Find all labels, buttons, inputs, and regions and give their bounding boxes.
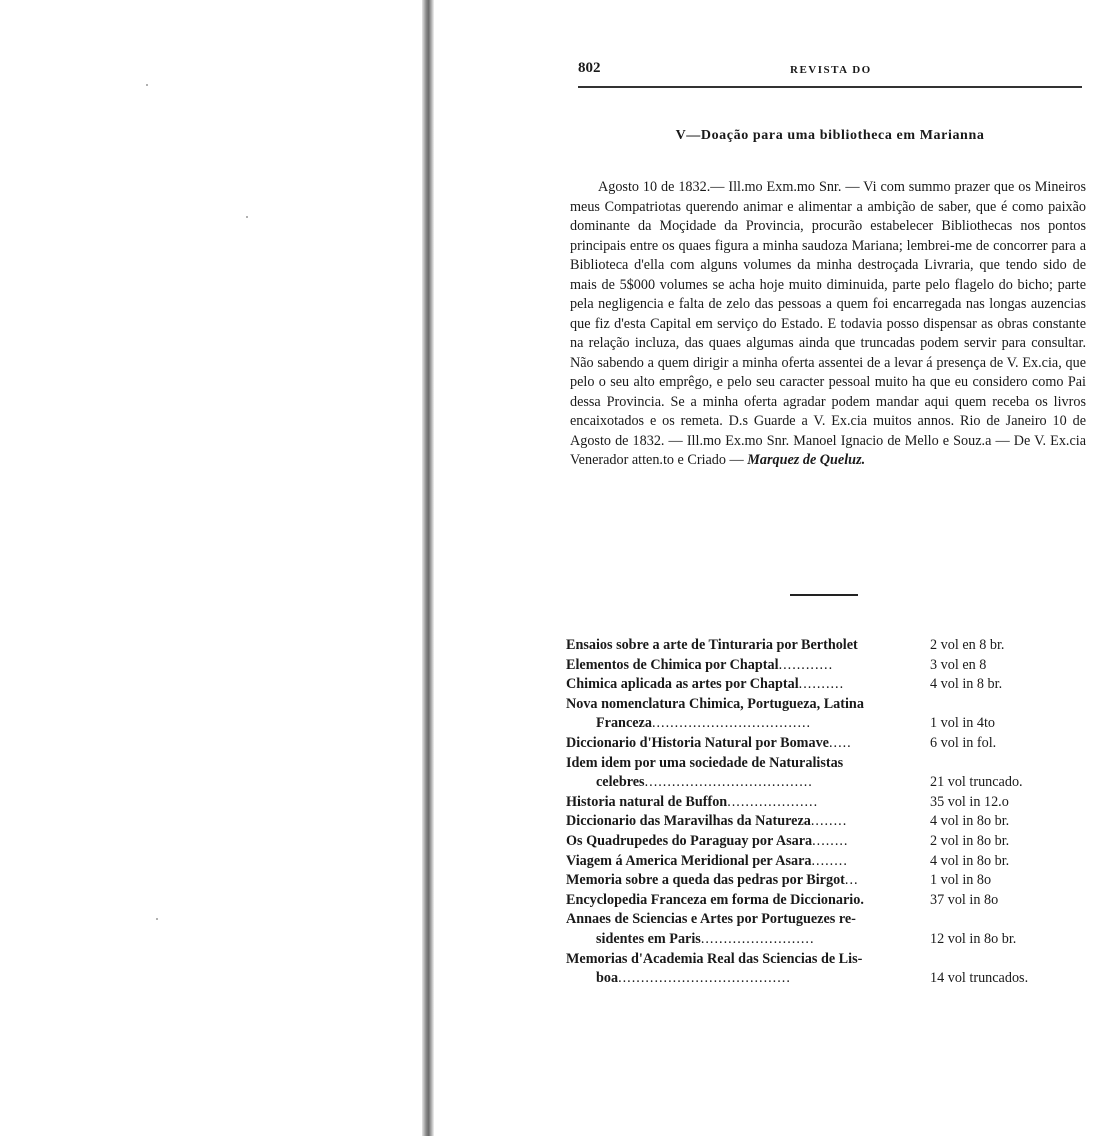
book-entry-line xyxy=(566,950,1066,970)
leader-dots: ................................... xyxy=(651,715,812,732)
book-title: Encyclopedia Franceza em forma de Diccionario. xyxy=(566,891,864,908)
book-list xyxy=(566,636,1066,989)
leader-dots: ..................................... xyxy=(644,774,813,791)
book-title: Ensaios sobre a arte de Tinturaria por Bertholet xyxy=(566,637,858,653)
book-entry-line xyxy=(566,695,1066,715)
book-entry-line xyxy=(566,910,1066,930)
letter-paragraph xyxy=(570,178,1086,471)
section-divider xyxy=(790,594,858,596)
book-title: Diccionario d'Historia Natural por Bomave..... xyxy=(566,734,852,751)
leader-dots: .......... xyxy=(798,676,845,693)
book-title: celebres..................................... xyxy=(596,774,813,791)
book-volumes: 3 vol en 8 xyxy=(930,656,987,673)
book-volumes: 14 vol truncados. xyxy=(930,970,1029,987)
book-volumes: 4 vol in 8 br. xyxy=(930,676,1003,693)
book-title: Nova nomenclatura Chimica, Portugueza, Latina xyxy=(566,695,864,712)
book-entry-line xyxy=(566,754,1066,774)
book-volumes: 2 vol en 8 br. xyxy=(930,637,1005,653)
book-entry-line xyxy=(566,832,1066,852)
leader-dots: ........ xyxy=(811,852,848,869)
leader-dots: ......................... xyxy=(700,930,815,947)
book-title: Diccionario das Maravilhas da Natureza........ xyxy=(566,813,848,830)
signature: Marquez de Queluz. xyxy=(747,452,866,468)
book-title: Memorias d'Academia Real das Sciencias de Lis- xyxy=(566,950,863,967)
book-volumes: 35 vol in 12.o xyxy=(930,793,1009,810)
running-head: REVISTA DO xyxy=(790,64,872,76)
book-title: Historia natural de Buffon.................... xyxy=(566,793,819,810)
book-volumes: 12 vol in 8o br. xyxy=(930,930,1017,947)
page-number: 802 xyxy=(578,60,601,76)
book-volumes: 37 vol in 8o xyxy=(930,891,999,908)
book-entry-line xyxy=(566,852,1066,872)
book-volumes: 1 vol in 4to xyxy=(930,715,996,732)
book-title: Idem idem por uma sociedade de Naturalistas xyxy=(566,754,844,771)
book-title: sidentes em Paris......................... xyxy=(596,930,815,947)
leader-dots: ...................................... xyxy=(618,970,791,987)
book-entry-line xyxy=(566,656,1066,676)
book-entry-line xyxy=(566,734,1066,754)
book-volumes: 6 vol in fol. xyxy=(930,734,997,751)
page-header xyxy=(578,58,1082,88)
leader-dots: ........ xyxy=(810,813,848,830)
book-title: Viagem á America Meridional per Asara........ xyxy=(566,852,848,869)
book-volumes: 4 vol in 8o br. xyxy=(930,813,1010,830)
book-title: Memoria sobre a queda das pedras por Birgot... xyxy=(566,872,859,889)
book-entry-line xyxy=(566,714,1066,734)
book-entry-line xyxy=(566,812,1066,832)
letter-text: Agosto 10 de 1832.— Ill.mo Exm.mo Snr. — Vi com summo prazer que os Mineiros meus Compatriotas querendo animar e alimentar a ambição de saber, que é como paixão dominante da Moçidade da Provincia, procurão estabelecer Bibliothecas nos pontos principais entre os quaes figura a minha saudoza Mariana; lembrei-me de concorrer para a Biblioteca d'ella com alguns volumes da minha destroçada Livraria, que tendo sido de mais de 5$000 volumes se acha hoje muito diminuida, parte pelo flagelo do bicho; parte pela negligencia e falta de zelo das pessoas a quem foi encarregada nas longas auzencias que fiz d'esta Capital em serviço do Estado. E todavia posso dispensar as obras constante na relação incluza, das quaes algumas ainda que truncadas podem servir para consultar. Não sabendo a quem dirigir a minha oferta assentei de a levar á presença de V. Ex.cia, que pelo o seu alto emprêgo, e pelo seu caracter pessoal muito ha que eu considero como Pai dessa Provincia. Se a minha oferta agradar podem mandar aqui quem receba os livros encaixotados e os remeta. D.s Guarde a V. Ex.cia muitos annos. Rio de Janeiro 10 de Agosto de 1832. — Ill.mo Ex.mo Snr. Manoel Ignacio de Mello e Souz.a — De V. Ex.cia Venerador atten.to e Criado — xyxy=(570,179,1086,468)
book-entry-line xyxy=(566,636,1066,656)
book-title: boa...................................... xyxy=(596,970,791,987)
book-entry-line xyxy=(566,871,1066,891)
book-title: Chimica aplicada as artes por Chaptal.......... xyxy=(566,676,845,693)
scan-speck xyxy=(246,216,248,218)
page-gutter xyxy=(422,0,434,1136)
book-title: Os Quadrupedes do Paraguay por Asara........ xyxy=(566,832,849,849)
leader-dots: .................... xyxy=(727,793,819,810)
book-title: Annaes de Sciencias e Artes por Portuguezes re- xyxy=(566,911,856,928)
book-entry-line xyxy=(566,969,1066,989)
leader-dots: ........ xyxy=(812,832,849,849)
section-title: V—Doação para uma bibliotheca em Marianna xyxy=(675,128,985,143)
book-volumes: 21 vol truncado. xyxy=(930,774,1023,791)
book-title: Elementos de Chimica por Chaptal............ xyxy=(566,656,834,673)
scan-speck xyxy=(146,84,148,86)
book-entry-line xyxy=(566,793,1066,813)
leader-dots: ..... xyxy=(828,734,852,751)
book-title: Franceza................................... xyxy=(596,715,812,732)
leader-dots: ... xyxy=(844,872,859,889)
scan-speck xyxy=(156,918,158,920)
book-volumes: 2 vol in 8o br. xyxy=(930,832,1010,849)
book-entry-line xyxy=(566,675,1066,695)
book-entry-line xyxy=(566,930,1066,950)
letter-body xyxy=(570,178,1086,471)
book-entry-line xyxy=(566,773,1066,793)
book-volumes: 1 vol in 8o xyxy=(930,872,992,889)
leader-dots: ............ xyxy=(778,656,834,673)
book-volumes: 4 vol in 8o br. xyxy=(930,852,1010,869)
book-entry-line xyxy=(566,891,1066,911)
